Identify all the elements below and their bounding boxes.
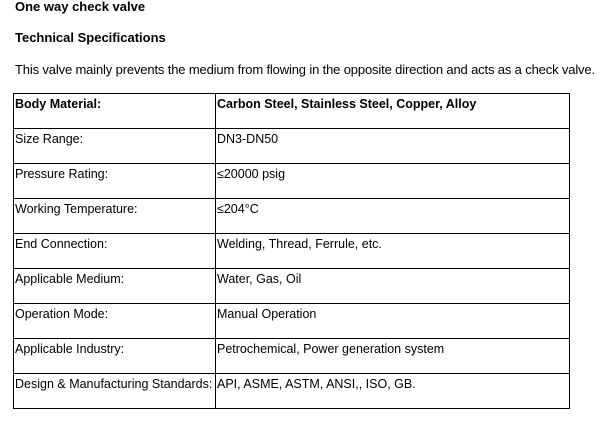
spec-key: Body Material:: [15, 97, 102, 111]
spec-key-cell: [14, 269, 216, 304]
spec-key-cell: [14, 339, 216, 374]
intro-paragraph: This valve mainly prevents the medium from flowing in the opposite direction and acts as a check valve.: [15, 62, 595, 77]
spec-value: ≤20000 psig: [217, 167, 286, 181]
document-title: One way check valve: [15, 0, 146, 14]
spec-key-cell: [14, 129, 216, 164]
spec-key-cell: [14, 199, 216, 234]
spec-key: Working Temperature:: [15, 202, 138, 216]
spec-value: DN3-DN50: [217, 132, 279, 146]
spec-key: Applicable Medium:: [15, 272, 125, 286]
table-row: [14, 304, 570, 339]
table-row: [14, 129, 570, 164]
spec-value-cell: [216, 374, 570, 409]
spec-key-cell: [14, 374, 216, 409]
spec-key: Applicable Industry:: [15, 342, 125, 356]
table-row: [14, 234, 570, 269]
spec-value: Manual Operation: [217, 307, 317, 321]
spec-key-cell: [14, 94, 216, 129]
table-row: [14, 374, 570, 409]
table-row: [14, 269, 570, 304]
spec-key: End Connection:: [15, 237, 108, 251]
spec-key: Pressure Rating:: [15, 167, 109, 181]
spec-value: Welding, Thread, Ferrule, etc.: [217, 237, 382, 251]
spec-value-cell: [216, 199, 570, 234]
spec-key: Design & Manufacturing Standards:: [15, 377, 213, 391]
table-row: [14, 94, 570, 129]
spec-value: ≤204°C: [217, 202, 259, 216]
spec-value-cell: [216, 94, 570, 129]
spec-value-cell: [216, 339, 570, 374]
spec-value-cell: [216, 234, 570, 269]
spec-key: Size Range:: [15, 132, 84, 146]
spec-value: Water, Gas, Oil: [217, 272, 302, 286]
spec-key-cell: [14, 164, 216, 199]
specifications-table: [13, 93, 570, 409]
section-heading: Technical Specifications: [15, 30, 166, 45]
spec-value: API, ASME, ASTM, ANSI,, ISO, GB.: [217, 377, 416, 391]
spec-key-cell: [14, 234, 216, 269]
spec-value-cell: [216, 129, 570, 164]
table-row: [14, 199, 570, 234]
spec-key-cell: [14, 304, 216, 339]
table-row: [14, 339, 570, 374]
spec-value-cell: [216, 269, 570, 304]
spec-value-cell: [216, 304, 570, 339]
spec-key: Operation Mode:: [15, 307, 109, 321]
spec-value: Petrochemical, Power generation system: [217, 342, 445, 356]
table-row: [14, 164, 570, 199]
spec-value-cell: [216, 164, 570, 199]
spec-value: Carbon Steel, Stainless Steel, Copper, Alloy: [217, 97, 477, 111]
